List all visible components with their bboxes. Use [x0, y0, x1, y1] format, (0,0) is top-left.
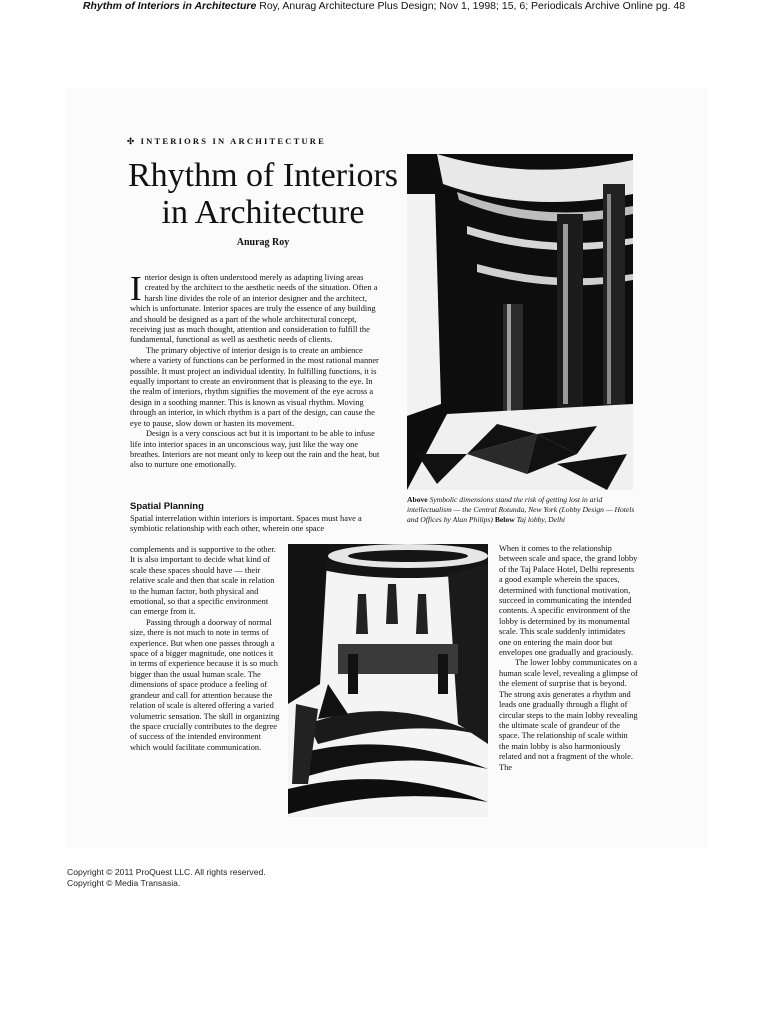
right-column-paragraph-1: When it comes to the relationship between scale and space, the grand lobby of the Taj Palace Hotel, Delhi represents a good example wherein the spaces, determined with functional motivation, succeed in communicating the intended contents. A specific environment of the lobby is determined by its monumental scale. This scale suddenly intimidates one on entering the main door but envelopes one gradually and graciously. — [499, 544, 638, 658]
spatial-paragraph-1-rest: complements and is supportive to the other. It is also important to decide what kind of scale these spaces should have — their relative scale and then that scale in relation to the human factor, both physical and emotional, so that a specific environment can emerge from it. — [130, 545, 276, 617]
article-title-line2: in Architecture — [161, 194, 365, 231]
intro-text — [130, 269, 380, 471]
intro-paragraph-3: Design is a very conscious act but it is important to be able to infuse life into interior spaces in an unconscious way, just like the way one breathes. Interiors are not meant only to keep out the rain and the heat, but also to nurture one emotionally. — [130, 429, 380, 470]
caption-above-label: Above — [407, 495, 428, 504]
caption-above-credit: (Lobby Design — Hotels and Offices — [407, 505, 635, 525]
intro-paragraph-2: The primary objective of interior design is to create an ambience where a variety of functions can be performed in the most rational manner possible. It must project an individual identity. In fulfilling functions, it is equally important to create an environment that is pleasing to the eye. In the realm of interiors, rhythm signifies the movement of the eye across a design in a soothing manner. This is known as visual rhythm. Moving through an interior, in which rhythm is a part of the design, can cause the eye to pause, slow down or hasten its movement. — [130, 345, 379, 428]
copyright-line-2: Copyright © Media Transasia. — [67, 878, 181, 888]
taj-lobby-photo — [288, 544, 488, 817]
caption-above-text: Symbolic dimensions stand the risk of getting lost in arid intellectualism — the Central Rotunda, New York — [407, 495, 603, 515]
caption-below-text: Taj lobby, Delhi — [516, 515, 566, 525]
copyright-notice — [67, 867, 266, 889]
intro-paragraph-1: nterior design is often understood merely as adapting living areas created by the architect to the aesthetic needs of the situation. Often a harsh line divides the role of an interior designer and the architect, which is unfortunate. Interior spaces are truly the essence of any building and should be designed as a part of the whole architectural concept, receiving just as much thought, attention and consideration to fulfill the fundamental, functional as well as aesthetic needs of clients. — [130, 273, 378, 345]
citation-title: Rhythm of Interiors in Architecture — [82, 0, 257, 12]
copyright-line-1: Copyright © 2011 ProQuest LLC. All rights reserved. — [67, 867, 266, 877]
drop-cap: I — [130, 269, 142, 308]
article-title-line1: Rhythm of Interiors — [127, 157, 399, 194]
citation-details: Roy, Anurag Architecture Plus Design; Nov 1, 1998; 15, 6; Periodicals Archive Online pg. 48 — [259, 0, 686, 12]
caption-above-by: by — [443, 515, 451, 525]
article-title — [118, 157, 408, 231]
caption-above-author: Alan Philips) — [452, 515, 493, 525]
spatial-planning-column — [130, 545, 280, 753]
spatial-paragraph-1-start: Spatial interrelation within interiors is important. Spaces must have a symbiotic relationship with each other, wherein one space — [130, 514, 362, 534]
right-column — [499, 544, 639, 773]
citation-header — [0, 0, 768, 12]
rotunda-photo — [407, 154, 633, 490]
caption-below-label: Below — [494, 515, 515, 525]
author-byline: Anurag Roy — [236, 237, 290, 248]
section-kicker: ✣ INTERIORS IN ARCHITECTURE — [127, 136, 327, 146]
photo-caption — [407, 495, 639, 526]
right-column-paragraph-2: The lower lobby communicates on a human scale level, revealing a glimpse of the element of surprise that is beyond. The strong axis generates a rhythm and leads one gradually through a flight of circular steps to the main lobby revealing the ultimate scale of grandeur of the space. The relationship of scale within the main lobby is also harmoniously related and not a fragment of the whole. The — [499, 658, 638, 772]
spatial-paragraph-2: Passing through a doorway of normal size, there is not much to note in terms of experience. But when one passes through a space of a bigger magnitude, one notices it in terms of experience because it is so much bigger than the usual human scale. The dimensions of space produce a feeling of grandeur and call for attention because the relation of scale is altered offering a varied volumetric sensation. The skill in organizing the space crucially contributes to the degree of success of the intended environment which would facilitate communication. — [130, 617, 280, 752]
section-heading: Spatial Planning — [130, 501, 204, 512]
